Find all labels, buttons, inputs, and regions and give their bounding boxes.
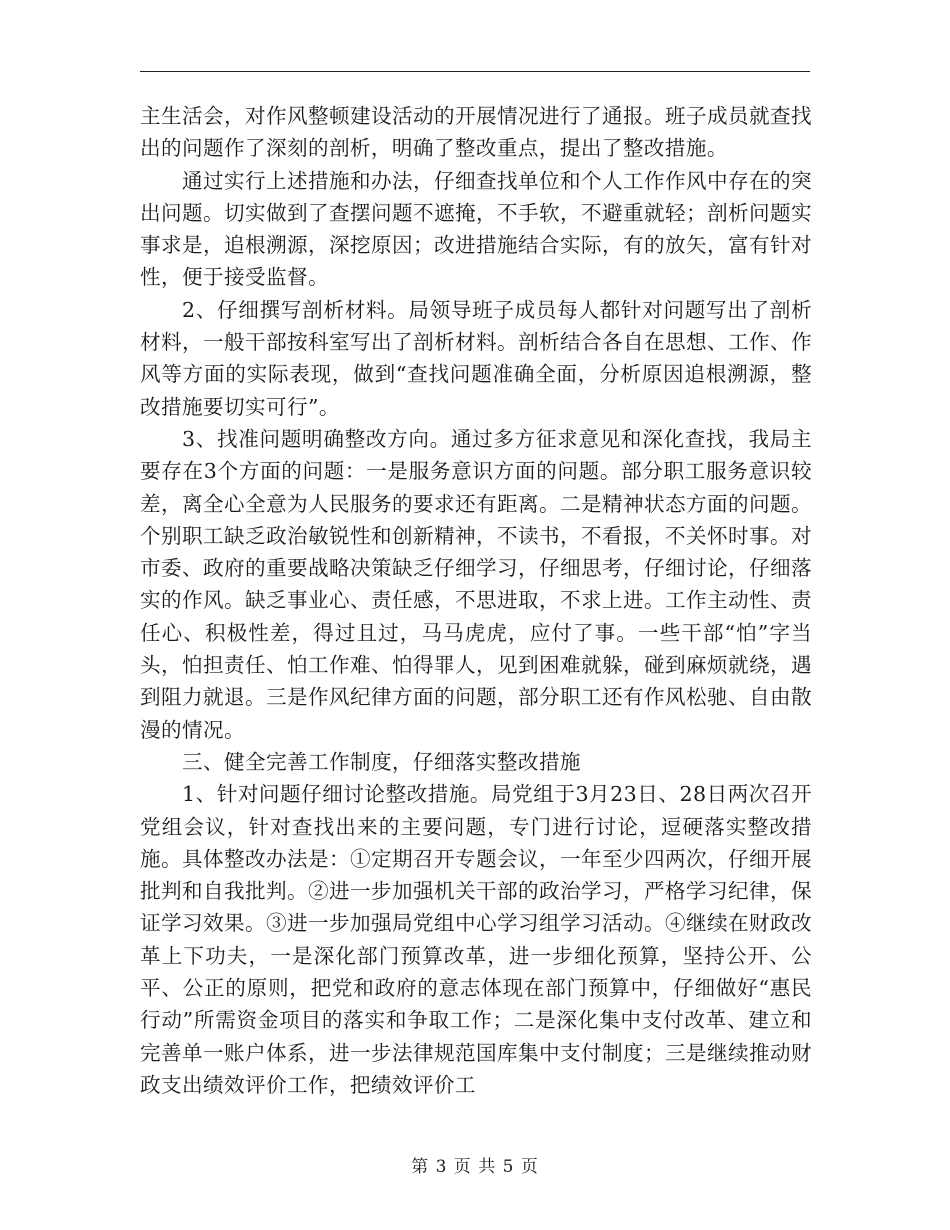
paragraph: 3、找准问题明确整改方向。通过多方征求意见和深化查找，我局主要存在3个方面的问题：一是服务意识方面的问题。部分职工服务意识较差，离全心全意为人民服务的要求还有距离。二是精神状态方面的问题。个别职工缺乏政治敏锐性和创新精神，不读书，不看报，不关怀时事。对市委、政府的重要战略决策缺乏仔细学习，仔细思考，仔细讨论，仔细落实的作风。缺乏事业心、责任感，不思进取，不求上进。工作主动性、责任心、积极性差，得过且过，马马虎虎，应付了事。一些干部“怕”字当头，怕担责任、怕工作难、怕得罪人，见到困难就躲，碰到麻烦就绕，遇到阻力就退。三是作风纪律方面的问题，部分职工还有作风松驰、自由散漫的情况。 (140, 426, 812, 742)
paragraph: 通过实行上述措施和办法，仔细查找单位和个人工作作风中存在的突出问题。切实做到了查摆问题不遮掩，不手软，不避重就轻；剖析问题实事求是，追根溯源，深挖原因；改进措施结合实际，有的放矢，富有针对性，便于接受监督。 (140, 168, 812, 290)
paragraph: 2、仔细撰写剖析材料。局领导班子成员每人都针对问题写出了剖析材料，一般干部按科室写出了剖析材料。剖析结合各自在思想、工作、作风等方面的实际表现，做到“查找问题准确全面，分析原因追根溯源，整改措施要切实可行”。 (140, 297, 812, 419)
paragraph: 1、针对问题仔细讨论整改措施。局党组于3月23日、28日两次召开党组会议，针对查找出来的主要问题，专门进行讨论，逗硬落实整改措施。具体整改办法是：①定期召开专题会议，一年至少四两次，仔细开展批判和自我批判。②进一步加强机关干部的政治学习，严格学习纪律，保证学习效果。③进一步加强局党组中心学习组学习活动。④继续在财政改革上下功夫，一是深化部门预算改革，进一步细化预算，坚持公开、公平、公正的原则，把党和政府的意志体现在部门预算中，仔细做好“惠民行动”所需资金项目的落实和争取工作；二是深化集中支付改革、建立和完善单一账户体系，进一步法律规范国库集中支付制度；三是继续推动财政支出绩效评价工作，把绩效评价工 (140, 782, 812, 1097)
header-rule (140, 71, 810, 72)
page-number-footer: 第 3 页 共 5 页 (411, 1157, 539, 1177)
paragraph: 主生活会，对作风整顿建设活动的开展情况进行了通报。班子成员就查找出的问题作了深刻的剖析，明确了整改重点，提出了整改措施。 (140, 104, 812, 161)
section-heading: 三、健全完善工作制度，仔细落实整改措施 (182, 749, 581, 774)
document-body (140, 100, 812, 1101)
